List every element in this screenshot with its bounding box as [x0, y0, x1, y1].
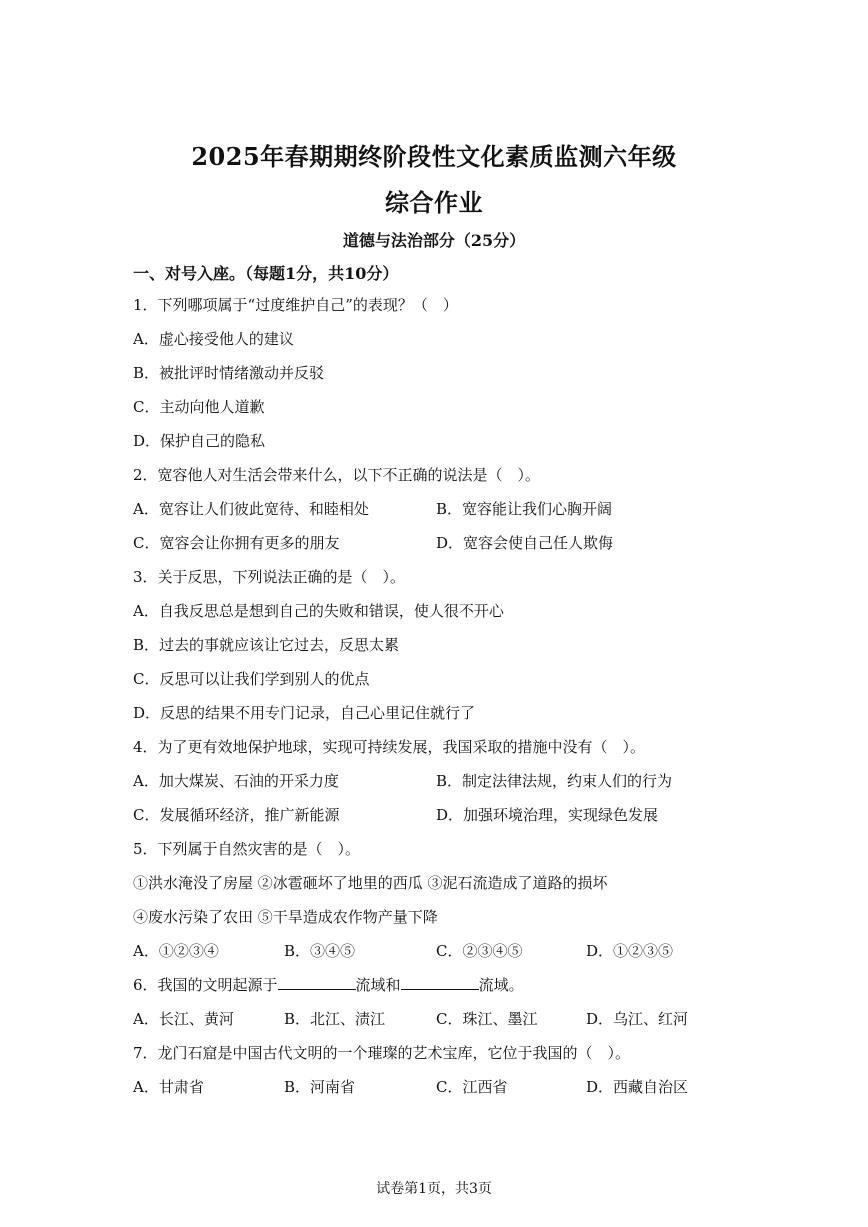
question-4-option-b: B．制定法律法规，约束人们的行为 [436, 772, 673, 790]
question-1-option-b: B．被批评时情绪激动并反驳 [133, 364, 325, 382]
question-2-option-b: B．宽容能让我们心胸开阔 [436, 500, 613, 518]
question-1-option-d: D．保护自己的隐私 [133, 432, 266, 450]
question-6-stem [133, 975, 524, 995]
question-6-stem-mid: 流域和 [355, 976, 401, 994]
question-1-stem: 1．下列哪项属于“过度维护自己”的表现？（ ） [133, 296, 458, 314]
question-7-option-d: D．西藏自治区 [586, 1078, 689, 1096]
question-7-stem: 7．龙门石窟是中国古代文明的一个璀璨的艺术宝库，它位于我国的（ ）。 [133, 1044, 631, 1062]
question-4-option-c: C．发展循环经济，推广新能源 [133, 806, 340, 824]
answer-blank-1[interactable] [278, 975, 356, 990]
question-4-option-a: A．加大煤炭、石油的开采力度 [133, 772, 339, 790]
question-2-stem: 2．宽容他人对生活会带来什么，以下不正确的说法是（ ）。 [133, 466, 541, 484]
question-6-option-b: B．北江、渍江 [284, 1010, 386, 1028]
question-5-option-b: B．③④⑤ [284, 942, 356, 960]
question-4-option-d: D．加强环境治理，实现绿色发展 [436, 806, 659, 824]
exam-title: 2025年春期期终阶段性文化素质监测六年级 [191, 142, 677, 171]
question-7-option-b: B．河南省 [284, 1078, 356, 1096]
question-2-option-d: D．宽容会使自己任人欺侮 [436, 534, 614, 552]
question-2-option-c: C．宽容会让你拥有更多的朋友 [133, 534, 340, 552]
question-3-option-b: B．过去的事就应该让它过去，反思太累 [133, 636, 400, 654]
question-5-stem: 5．下列属于自然灾害的是（ ）。 [133, 840, 361, 858]
section-title: 道德与法治部分（25分） [342, 231, 526, 250]
question-2-option-a: A．宽容让人们彼此宽待、和睦相处 [133, 500, 369, 518]
exam-subtitle: 综合作业 [385, 188, 483, 217]
question-1-option-a: A．虚心接受他人的建议 [133, 330, 294, 348]
question-5-option-d: D．①②③⑤ [586, 942, 674, 960]
question-7-option-a: A．甘肃省 [133, 1078, 204, 1096]
question-6-stem-post: 流域。 [478, 976, 524, 994]
answer-blank-2[interactable] [401, 975, 479, 990]
question-6-option-c: C．珠江、墨江 [436, 1010, 538, 1028]
question-6-stem-pre: 6．我国的文明起源于 [133, 976, 278, 994]
question-3-option-c: C．反思可以让我们学到别人的优点 [133, 670, 370, 688]
question-1-option-c: C．主动向他人道歉 [133, 398, 265, 416]
question-7-option-c: C．江西省 [436, 1078, 508, 1096]
question-5-option-c: C．②③④⑤ [436, 942, 523, 960]
question-5-items-line1: ①洪水淹没了房屋 ②冰雹砸坏了地里的西瓜 ③泥石流造成了道路的损坏 [133, 874, 608, 892]
page-footer: 试卷第1页，共3页 [376, 1181, 492, 1197]
question-5-option-a: A．①②③④ [133, 942, 219, 960]
question-5-items-line2: ④废水污染了农田 ⑤干旱造成农作物产量下降 [133, 908, 438, 926]
question-3-stem: 3．关于反思，下列说法正确的是（ ）。 [133, 568, 406, 586]
question-4-stem: 4．为了更有效地保护地球，实现可持续发展，我国采取的措施中没有（ ）。 [133, 738, 646, 756]
question-6-option-d: D．乌江、红河 [586, 1010, 689, 1028]
part-heading: 一、对号入座。（每题1分，共10分） [133, 264, 399, 283]
question-3-option-a: A．自我反思总是想到自己的失败和错误，使人很不开心 [133, 602, 504, 620]
question-6-option-a: A．长江、黄河 [133, 1010, 234, 1028]
question-3-option-d: D．反思的结果不用专门记录，自己心里记住就行了 [133, 704, 476, 722]
